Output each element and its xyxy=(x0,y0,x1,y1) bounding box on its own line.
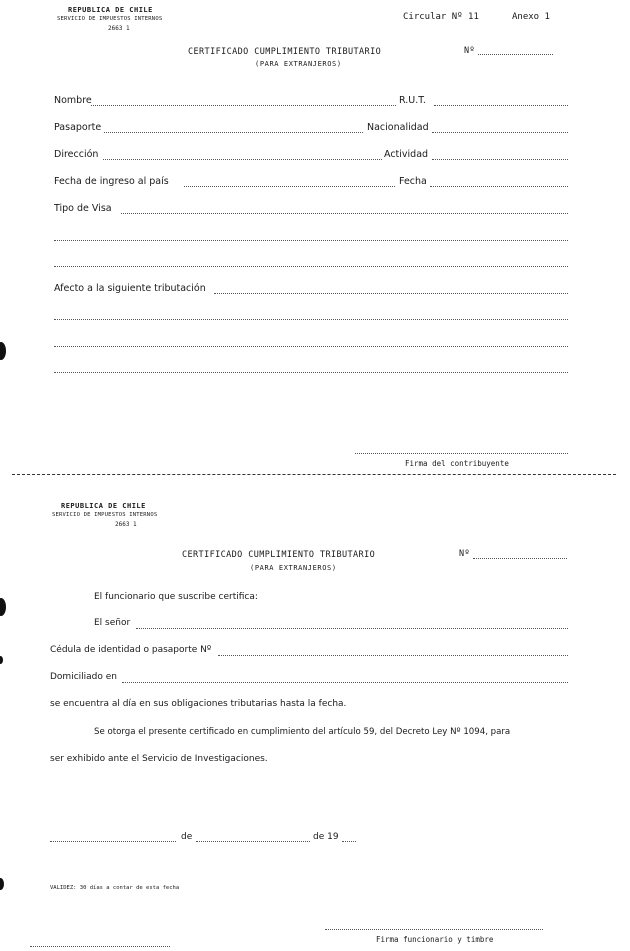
date-year-label: de 19 xyxy=(313,832,339,842)
punch-hole-4 xyxy=(0,878,4,890)
field-label-nacionalidad: Nacionalidad xyxy=(367,122,429,133)
org-service: SERVICIO DE IMPUESTOS INTERNOS xyxy=(57,16,163,22)
field-label-fecha-ingreso: Fecha de ingreso al país xyxy=(54,176,169,187)
form-code: 2663 1 xyxy=(108,25,130,32)
field-label-tipo-visa: Tipo de Visa xyxy=(54,203,112,214)
date-place-line[interactable] xyxy=(50,841,176,842)
date-month-line[interactable] xyxy=(196,841,310,842)
signature-line-bottom[interactable] xyxy=(325,929,543,930)
signature-label-top: Firma del contribuyente xyxy=(405,459,509,468)
certificate-number-line[interactable] xyxy=(478,54,553,55)
org-name-bottom: REPUBLICA DE CHILE xyxy=(61,502,146,510)
afecto-line-4[interactable] xyxy=(54,372,568,373)
circular-label: Circular Nº 11 xyxy=(403,12,479,22)
certificate-subtitle: (PARA EXTRANJEROS) xyxy=(255,60,342,68)
punch-hole-2 xyxy=(0,598,6,616)
bottom-left-mark xyxy=(30,946,170,947)
validity-note: VALIDEZ: 30 días a contar de esta fecha xyxy=(50,885,180,891)
certificate-subtitle-bottom: (PARA EXTRANJEROS) xyxy=(250,564,337,572)
al-dia-text: se encuentra al día en sus obligaciones tributarias hasta la fecha. xyxy=(50,699,347,709)
tipo-visa-line-3[interactable] xyxy=(54,266,568,267)
field-label-fecha: Fecha xyxy=(399,176,427,187)
certificate-title-bottom: CERTIFICADO CUMPLIMIENTO TRIBUTARIO xyxy=(182,550,376,560)
senor-line[interactable] xyxy=(136,628,568,629)
afecto-line-3[interactable] xyxy=(54,346,568,347)
certificate-number-label: Nº xyxy=(464,46,476,56)
cut-line xyxy=(12,474,616,475)
domiciliado-line[interactable] xyxy=(122,682,568,683)
funcionario-text: El funcionario que suscribe certifica: xyxy=(94,592,258,602)
afecto-line[interactable] xyxy=(214,293,568,294)
exhibido-text: ser exhibido ante el Servicio de Investigaciones. xyxy=(50,754,268,764)
senor-label: El señor xyxy=(94,618,131,628)
cedula-label: Cédula de identidad o pasaporte Nº xyxy=(50,645,212,655)
cedula-line[interactable] xyxy=(218,655,568,656)
otorga-text: Se otorga el presente certificado en cumplimiento del artículo 59, del Decreto Ley Nº 1094, para xyxy=(94,727,511,737)
afecto-line-2[interactable] xyxy=(54,319,568,320)
punch-hole-1 xyxy=(0,342,6,360)
actividad-line[interactable] xyxy=(432,159,568,160)
direccion-line[interactable] xyxy=(103,159,382,160)
nombre-line[interactable] xyxy=(91,105,396,106)
field-label-nombre: Nombre xyxy=(54,95,92,106)
field-label-rut: R.U.T. xyxy=(399,95,426,106)
pasaporte-line[interactable] xyxy=(104,132,363,133)
rut-line[interactable] xyxy=(434,105,568,106)
field-label-afecto: Afecto a la siguiente tributación xyxy=(54,283,206,294)
tipo-visa-line[interactable] xyxy=(121,213,568,214)
org-name: REPUBLICA DE CHILE xyxy=(68,6,153,14)
form-code-bottom: 2663 1 xyxy=(115,521,137,528)
certificate-number-label-bottom: Nº xyxy=(459,549,471,559)
org-service-bottom: SERVICIO DE IMPUESTOS INTERNOS xyxy=(52,512,158,518)
domiciliado-label: Domiciliado en xyxy=(50,672,117,682)
certificate-title: CERTIFICADO CUMPLIMIENTO TRIBUTARIO xyxy=(188,47,382,57)
signature-line-top[interactable] xyxy=(355,453,568,454)
signature-label-bottom: Firma funcionario y timbre xyxy=(376,935,494,944)
field-label-actividad: Actividad xyxy=(384,149,429,160)
date-year-line[interactable] xyxy=(342,841,356,842)
anexo-label: Anexo 1 xyxy=(512,12,550,22)
certificate-number-line-bottom[interactable] xyxy=(473,558,567,559)
punch-hole-3 xyxy=(0,656,3,664)
field-label-pasaporte: Pasaporte xyxy=(54,122,102,133)
date-de-label: de xyxy=(181,832,193,842)
nacionalidad-line[interactable] xyxy=(432,132,568,133)
field-label-direccion: Dirección xyxy=(54,149,99,160)
tipo-visa-line-2[interactable] xyxy=(54,240,568,241)
fecha-line[interactable] xyxy=(430,186,568,187)
fecha-ingreso-line[interactable] xyxy=(184,186,395,187)
